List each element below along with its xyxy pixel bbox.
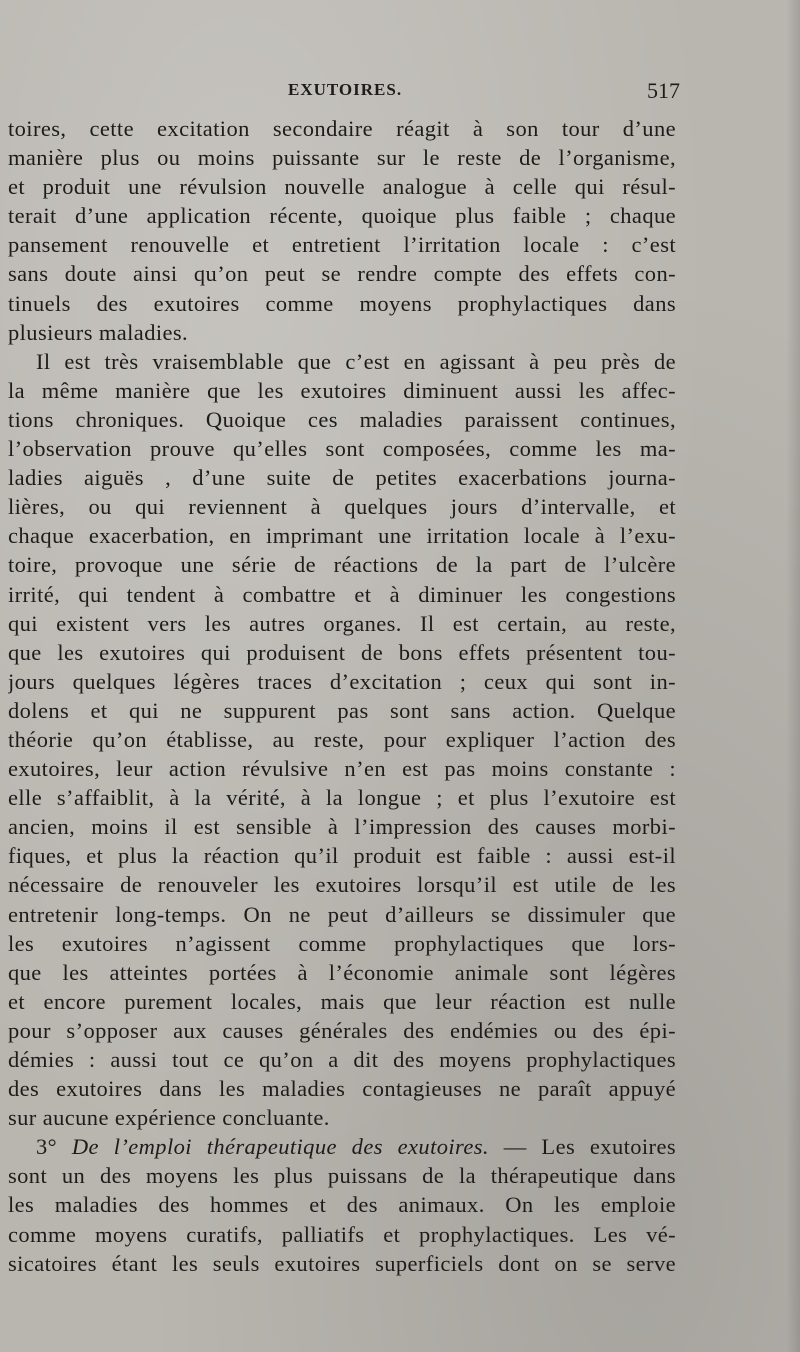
page-number: 517 (647, 78, 680, 103)
text-line: irrité, qui tendent à combattre et à diminuer les congestions (8, 581, 676, 607)
text-line: sur aucune expérience concluante. (8, 1105, 330, 1131)
text-line: toires, cette excitation secondaire réagit à son tour d’une (8, 116, 676, 141)
text-line: dolens et qui ne suppurent pas sont sans action. Quelque (8, 697, 676, 723)
text-line: tions chroniques. Quoique ces maladies paraissent continues, (8, 406, 676, 432)
text-line: la même manière que les exutoires diminuent aussi les affec- (8, 377, 676, 403)
text-line: lières, ou qui reviennent à quelques jours d’intervalle, et (8, 494, 676, 520)
text-line: ladies aiguës , d’une suite de petites exacerbations journa- (8, 465, 676, 491)
text-line: démies : aussi tout ce qu’on a dit des moyens prophylactiques (8, 1047, 676, 1072)
text-line: et produit une révulsion nouvelle analogue à celle qui résul- (8, 174, 676, 200)
text-line: Il est très vraisemblable que c’est en agissant à peu près de (36, 348, 676, 374)
running-title: EXUTOIRES. (288, 80, 403, 99)
text-line: terait d’une application récente, quoique plus faible ; chaque (8, 203, 676, 229)
text-line: que les atteintes portées à l’économie animale sont légères (8, 959, 676, 985)
text-line: exutoires, leur action révulsive n’en est pas moins constante : (8, 756, 676, 782)
text-line: nécessaire de renouveler les exutoires lorsqu’il est utile de les (8, 872, 676, 898)
text-line: toire, provoque une série de réactions de la part de l’ulcère (8, 552, 676, 578)
text-line: elle s’affaiblit, à la vérité, à la longue ; et plus l’exutoire est (8, 785, 676, 811)
text-line: sont un des moyens les plus puissans de la thérapeutique dans (8, 1163, 676, 1189)
text-line: et encore purement locales, mais que leur réaction est nulle (8, 988, 676, 1014)
text-line: manière plus ou moins puissante sur le reste de l’organisme, (8, 145, 676, 171)
section-lead: — Les exutoires (488, 1134, 676, 1160)
text-line: que les exutoires qui produisent de bons effets présentent tou- (8, 639, 676, 665)
body-text (8, 114, 676, 1278)
text-line: ancien, moins il est sensible à l’impression des causes morbi- (8, 814, 676, 840)
running-header (8, 78, 680, 108)
text-line: théorie qu’on établisse, au reste, pour expliquer l’action des (8, 726, 676, 752)
text-line: comme moyens curatifs, palliatifs et prophylactiques. Les vé- (8, 1221, 676, 1247)
text-line: chaque exacerbation, en imprimant une irritation locale à l’exu- (8, 523, 676, 549)
text-line: pour s’opposer aux causes générales des endémies ou des épi- (8, 1017, 676, 1043)
text-line: sans doute ainsi qu’on peut se rendre compte des effets con- (8, 261, 676, 287)
text-line: les exutoires n’agissent comme prophylactiques que lors- (8, 930, 676, 956)
text-line: sicatoires étant les seuls exutoires superficiels dont on se serve (8, 1250, 676, 1276)
text-line: les maladies des hommes et des animaux. On les emploie (8, 1192, 676, 1218)
text-line: qui existent vers les autres organes. Il est certain, au reste, (8, 610, 676, 636)
section-title: De l’emploi thérapeutique des exutoires. (71, 1134, 489, 1160)
text-line: l’observation prouve qu’elles sont composées, comme les ma- (8, 436, 676, 462)
section-heading-line (8, 1132, 676, 1161)
page-edge-shadow (786, 0, 800, 1352)
text-line: fiques, et plus la réaction qu’il produit est faible : aussi est-il (8, 843, 676, 869)
text-line: jours quelques légères traces d’excitation ; ceux qui sont in- (8, 668, 676, 694)
text-line: pansement renouvelle et entretient l’irritation locale : c’est (8, 232, 676, 258)
text-line: tinuels des exutoires comme moyens prophylactiques dans (8, 290, 676, 316)
text-line: entretenir long-temps. On ne peut d’ailleurs se dissimuler que (8, 901, 676, 927)
text-line: des exutoires dans les maladies contagieuses ne paraît appuyé (8, 1076, 676, 1102)
section-number: 3° (36, 1134, 58, 1160)
text-line: plusieurs maladies. (8, 319, 189, 345)
